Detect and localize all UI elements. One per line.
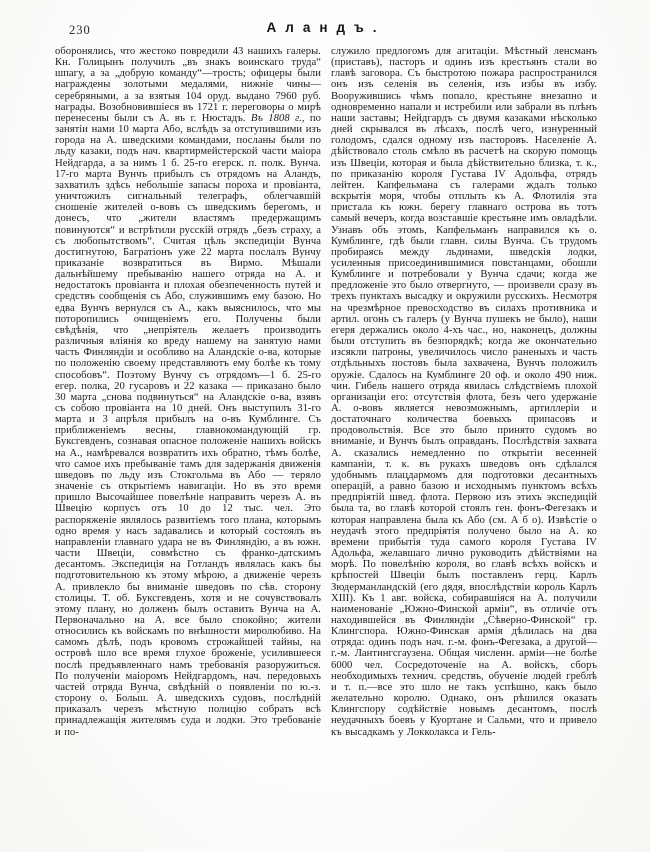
left-column-text: оборонялись, что жестоко повредили 43 нашихъ галеры. Кн. Голицынъ получилъ „въ знакъ воинскаго труда“ шпагу, а за „добрую команду“—трость; офицеры были награждены золотыми медалями, нижніе чины—серебряными, а за взятыя 104 оруд. выдано 7960 руб. награды. Возобновившіеся въ 1721 г. переговоры о мирѣ перенесены были съ А. въ г. Нюстадъ. [55,46,321,124]
page-header [55,20,597,38]
left-column [55,46,321,738]
article-title: Аландъ. [266,20,386,35]
page-number: 230 [69,23,91,37]
right-column [331,46,597,738]
text-columns [55,46,597,738]
left-column-text-continued: , по занятіи нами 10 марта Або, вслѣдъ за отступившими изъ города на А. шведскими командами, посланы были по льду казаки, подъ нач. квартирмейстерской части маіора Нейдгарда, а за нимъ 1 б. 25-го егерск. п. полк. Вунча. 17-го марта Вунчъ прибылъ съ отрядомъ на Аландъ, захватилъ здѣсь небольшіе запасы пороха и провіанта, уничтожилъ сигнальный телеграфъ, облегчавшій сношеніе жителей о-вовъ съ шведскимъ берегомъ, и донесъ, что „жители властямъ предержащимъ повинуются“ и встрѣтили русскій отрядъ „безъ страху, а съ любопытствомъ“. Считая цѣль экспедиціи Вунча достигнутою, Багратіонъ уже 22 марта послалъ Вунчу приказаніе возвратиться въ Вирмо. Мѣшали дальнѣйшему пребыванію нашего отряда на А. и недостатокъ провіанта и плохая обезпеченность путей и средствъ сообщенія съ Або, служившимъ ему базою. Но едва Вунчъ вернулся съ А., какъ выяснилось, что мы поторопились очищеніемъ его. Получены были свѣдѣнія, что „непріятель желаетъ производить различныя вліянія ко вреду нашему на занятую нами часть Финляндіи и особливо на Аландскіе о-ва, которые по положенію своему представляютъ ему болѣе къ тому способовъ“. Поэтому Вунчу съ отрядомъ—1 б. 25-го егер. полка, 20 гусаровъ и 22 казака — приказано было 30 марта „снова подвинуться“ на Аландскіе о-ва, взявъ съ собою провіанта на 10 дней. Онъ выступилъ 31-го марта и 3 апрѣля прибылъ на о-въ Кумблинге. Съ приближеніемъ весны, главнокомандующій гр. Буксгевденъ, сознавая опасное положеніе нашихъ войскъ на А., намѣревался возвратить ихъ обратно, тѣмъ болѣе, что самое ихъ пребываніе тамъ для задержанія движенія шведовъ по льду изъ Стокгольма въ Або — теряло значеніе съ открытіемъ навигаціи. Но въ это время пришло Высочайшее повелѣніе направить черезъ А. въ Швецію корпусъ отъ 10 до 12 тыс. чел. Это распоряженіе являлось развитіемъ того плана, которымъ одно время у насъ задавались и который состоялъ въ направленіи главнаго удара не въ Финляндію, а въ южн. части Швеціи, совмѣстно съ франко-датскимъ десантомъ. Экспедиція на Готландъ являлась какъ бы подготовительною къ этому мѣрою, а движеніе черезъ А. привлекло бы вниманіе шведовъ по сѣв. сторону столицы. Т. об. Буксгевденъ, хотя и не сочувствовалъ этому плану, но долженъ былъ оставить Вунча на А. Первоначально на А. все было спокойно; жители относились къ войскамъ по внѣшности миролюбиво. На самомъ дѣлѣ, подъ кровомъ строжайшей тайны, на островѣ шло все время глухое броженіе, усилившееся послѣ предъявленнаго намъ требованія разоружиться. По полученіи маіоромъ Нейдгардомъ, нач. передовыхъ частей отряда Вунча, свѣдѣній о появленіи по ю.-з. сторону о. Больш. А. шведскихъ судовъ, послѣдній приказалъ черезъ мѣстную полицію собрать всѣ принадлежащія жителямъ суда и лодки. Это требованіе и по- [55,112,321,738]
left-column-italic-date: Въ 1808 г. [250,112,302,124]
right-column-text: служило предлогомъ для агитаціи. Мѣстный ленсманъ (приставъ), пасторъ и одинъ изъ крестьянъ стали во главѣ заговора. Съ быстротою пожара распространился онъ изъ селенія въ селенія, изъ избы въ избу. Вооружившись чѣмъ попало, крестьяне внезапно и одновременно напали и истребили или забрали въ плѣнъ наши заставы; Нейдгардъ съ двумя казаками нѣсколько дней скрывался въ лѣсахъ, послѣ чего, изнуренный голодомъ, сдался одному изъ пасторовъ. Населеніе А. дѣйствовало столь смѣло въ расчетѣ на скорую помощь изъ Швеціи, которая и была дѣйствительно близка, т. к., по приказанію короля Густава IV Адольфа, отрядъ лейтен. Капфельмана съ галерами ждалъ только вскрытія моря, чтобы отплыть къ А. Флотилія эта пристала къ южн. берегу главнаго острова въ тотъ самый вечеръ, когда возставшіе крестьяне имъ овладѣли. Узнавъ объ этомъ, Капфельманъ направился къ о. Кумблинге, гдѣ были главн. силы Вунча. Съ трудомъ пробираясь между льдинами, шведскія лодки, усиленныя присоединившимися повстанцами, обошли Кумблинге и потребовали у Вунча сдачи; когда же предложеніе это было отвергнуто, — произвели сразу въ трехъ пунктахъ высадку и окружили русскихъ. Несмотря на чрезмѣрное превосходство въ силахъ противника и артил. огонь съ галеръ (у Вунча пушекъ не было), наши егеря держались около 4-хъ час., но, наконецъ, должны были отступить въ безпорядкѣ; когда же окончательно изсякли патроны, увеличилось число раненыхъ и часть отдѣльныхъ постовъ была захвачена, Вунчъ положилъ оружіе. Сдалось на Кумблинге 20 оф. и около 490 ниж. чин. Гибель нашего отряда явилась слѣдствіемъ плохой организаціи его: отсутствія флота, безъ чего удержаніе А. о-вовъ является невозможнымъ, артиллеріи и достаточнаго количества боевыхъ припасовъ и продовольствія. Все это было принято судомъ во вниманіе, и Вунчъ былъ оправданъ. Послѣдствія захвата А. сказались немедленно по открытіи весенней кампаніи, т. к. въ рукахъ шведовъ онъ сдѣлался удобнымъ плацдармомъ для подготовки десантныхъ операцій, а равно базою и исходнымъ пунктомъ всѣхъ предпріятій швед. флота. Первою изъ этихъ экспедицій была та, во главѣ которой стоялъ ген. фонъ-Фегезакъ и которая направлена была къ Або (см. А б о). Извѣстіе о неудачѣ этого предпріятія получено было на А. ко времени прибытія туда самого короля Густава IV Адольфа, желавшаго лично руководить дѣйствіями на морѣ. По повелѣнію короля, во главѣ всѣхъ войскъ и крѣпостей Швеціи былъ поставленъ герц. Карлъ Зюдерманландскій (его дядя, впослѣдствіи король Карлъ XIII). Къ 1 авг. войска, собиравшіяся на А. получили наименованіе „Южно-Финской арміи“, въ отличіе отъ находившейся въ Финляндіи „Сѣверно-Финской“ гр. Клингспора. Южно-Финская армія дѣлилась на два отряда: одинъ подъ нач. г.-м. фонъ-Фегезака, а другой—г.-м. Лантингсгаузена. Общая численн. арміи—не болѣе 6000 чел. Сосредоточеніе на А. войскъ, сборъ необходимыхъ технич. средствъ, обученіе людей греблѣ и т. п.—все это шло не такъ успѣшно, какъ было желательно королю. Однако, онъ рѣшился оказать Клингспору содѣйствіе новымъ десантомъ, послѣ неудачныхъ боевъ у Куортане и Сальми, что и привело къ высадкамъ у Локколакса и Гель- [331,46,598,738]
